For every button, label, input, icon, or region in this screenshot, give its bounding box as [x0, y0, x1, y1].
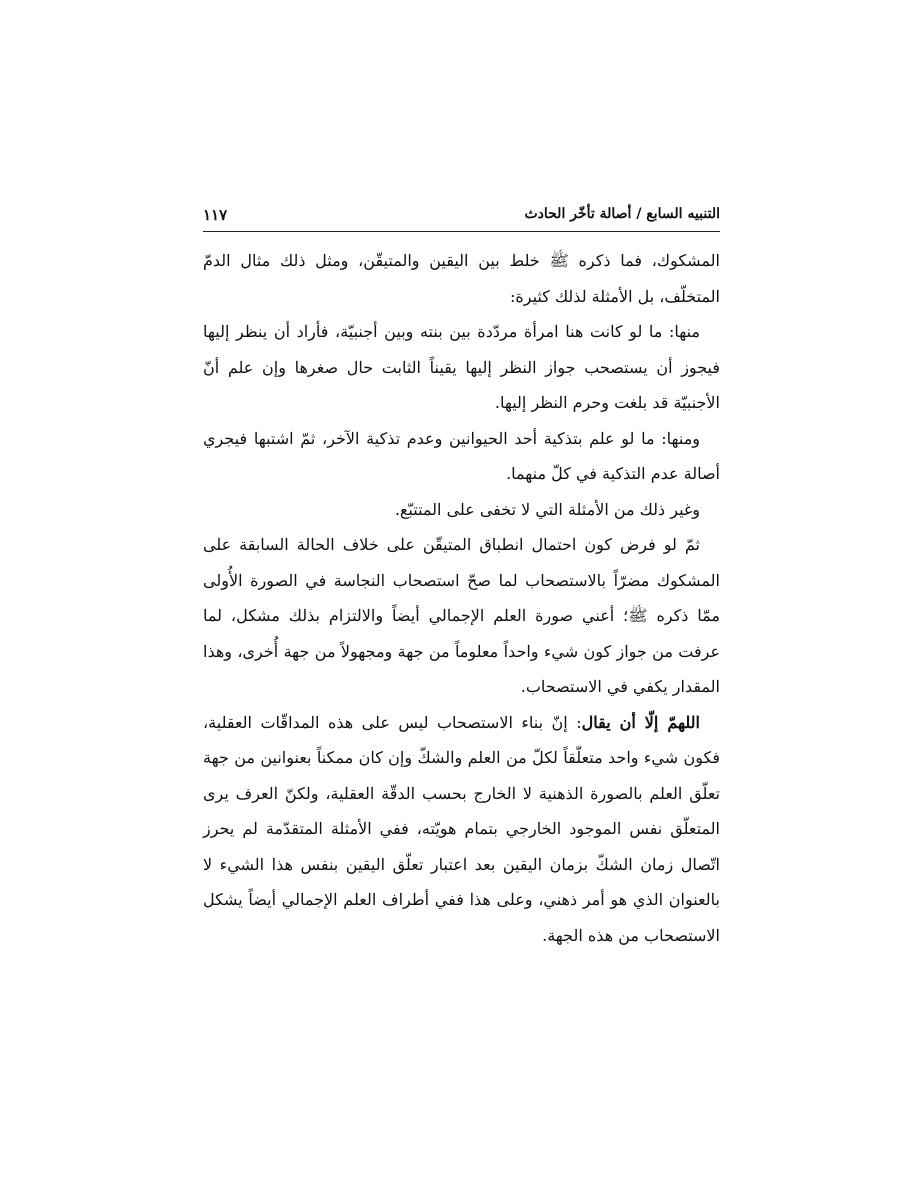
paragraph-lead: اللهمّ إلّا أن يقال	[581, 712, 700, 732]
paragraph	[203, 705, 720, 954]
paragraph: المشكوك، فما ذكره ﷺ خلط بين اليقين والمتيقّن، ومثل ذلك مثال الدمّ المتخلّف، بل الأمثلة لذلك كثيرة:	[203, 251, 720, 306]
header-rule	[203, 231, 720, 232]
paragraph: ومنها: ما لو علم بتذكية أحد الحيوانين وعدم تذكية الآخر، ثمّ اشتبها فيجري أصالة عدم التذكية في كلّ منهما.	[203, 428, 720, 483]
paragraph-text: : إنّ بناء الاستصحاب ليس على هذه المداقّات العقلية، فكون شيء واحد متعلّقاً لكلّ من العلم والشكّ وإن كان ممكناً بعنوانين من جهة تعلّق العلم بالصورة الذهنية لا الخارج بحسب الدقّة العقلية، ولكنّ العرف يرى المتعلّق نفس الموجود الخارجي بتمام هويّته، ففي الأمثلة المتقدّمة لم يحرز اتّصال زمان الشكّ بزمان اليقين بعد اعتبار تعلّق اليقين بنفس هذا الشيء لا بالعنوان الذي هو أمر ذهني، وعلى هذا ففي أطراف العلم الإجمالي أيضاً يشكل الاستصحاب من هذه الجهة.	[203, 712, 721, 945]
paragraph: وغير ذلك من الأمثلة التي لا تخفى على المتتبّع.	[394, 499, 700, 519]
body-text	[203, 243, 720, 953]
paragraph: منها: ما لو كانت هنا امرأة مردّدة بين بنته وبين أجنبيّة، فأراد أن ينظر إليها فيجوز أن يستصحب جواز النظر إليها يقيناً الثابت حال صغرها وإن علم أنّ الأجنبيّة قد بلغت وحرم النظر إليها.	[203, 322, 720, 412]
page-number: ١١٧	[203, 206, 228, 224]
running-header	[203, 200, 720, 226]
paragraph: ثمّ لو فرض كون احتمال انطباق المتيقّن على خلاف الحالة السابقة على المشكوك مضرّاً بالاستصحاب لما صحّ استصحاب النجاسة في الصورة الأُولى ممّا ذكره ﷺ؛ أعني صورة العلم الإجمالي أيضاً والالتزام بذلك مشكل، لما عرفت من جواز كون شيء واحداً معلوماً من جهة ومجهولاً من جهة أُخرى، وهذا المقدار يكفي في الاستصحاب.	[203, 535, 720, 696]
chapter-title: التنبيه السابع / أصالة تأخّر الحادث	[524, 206, 720, 222]
